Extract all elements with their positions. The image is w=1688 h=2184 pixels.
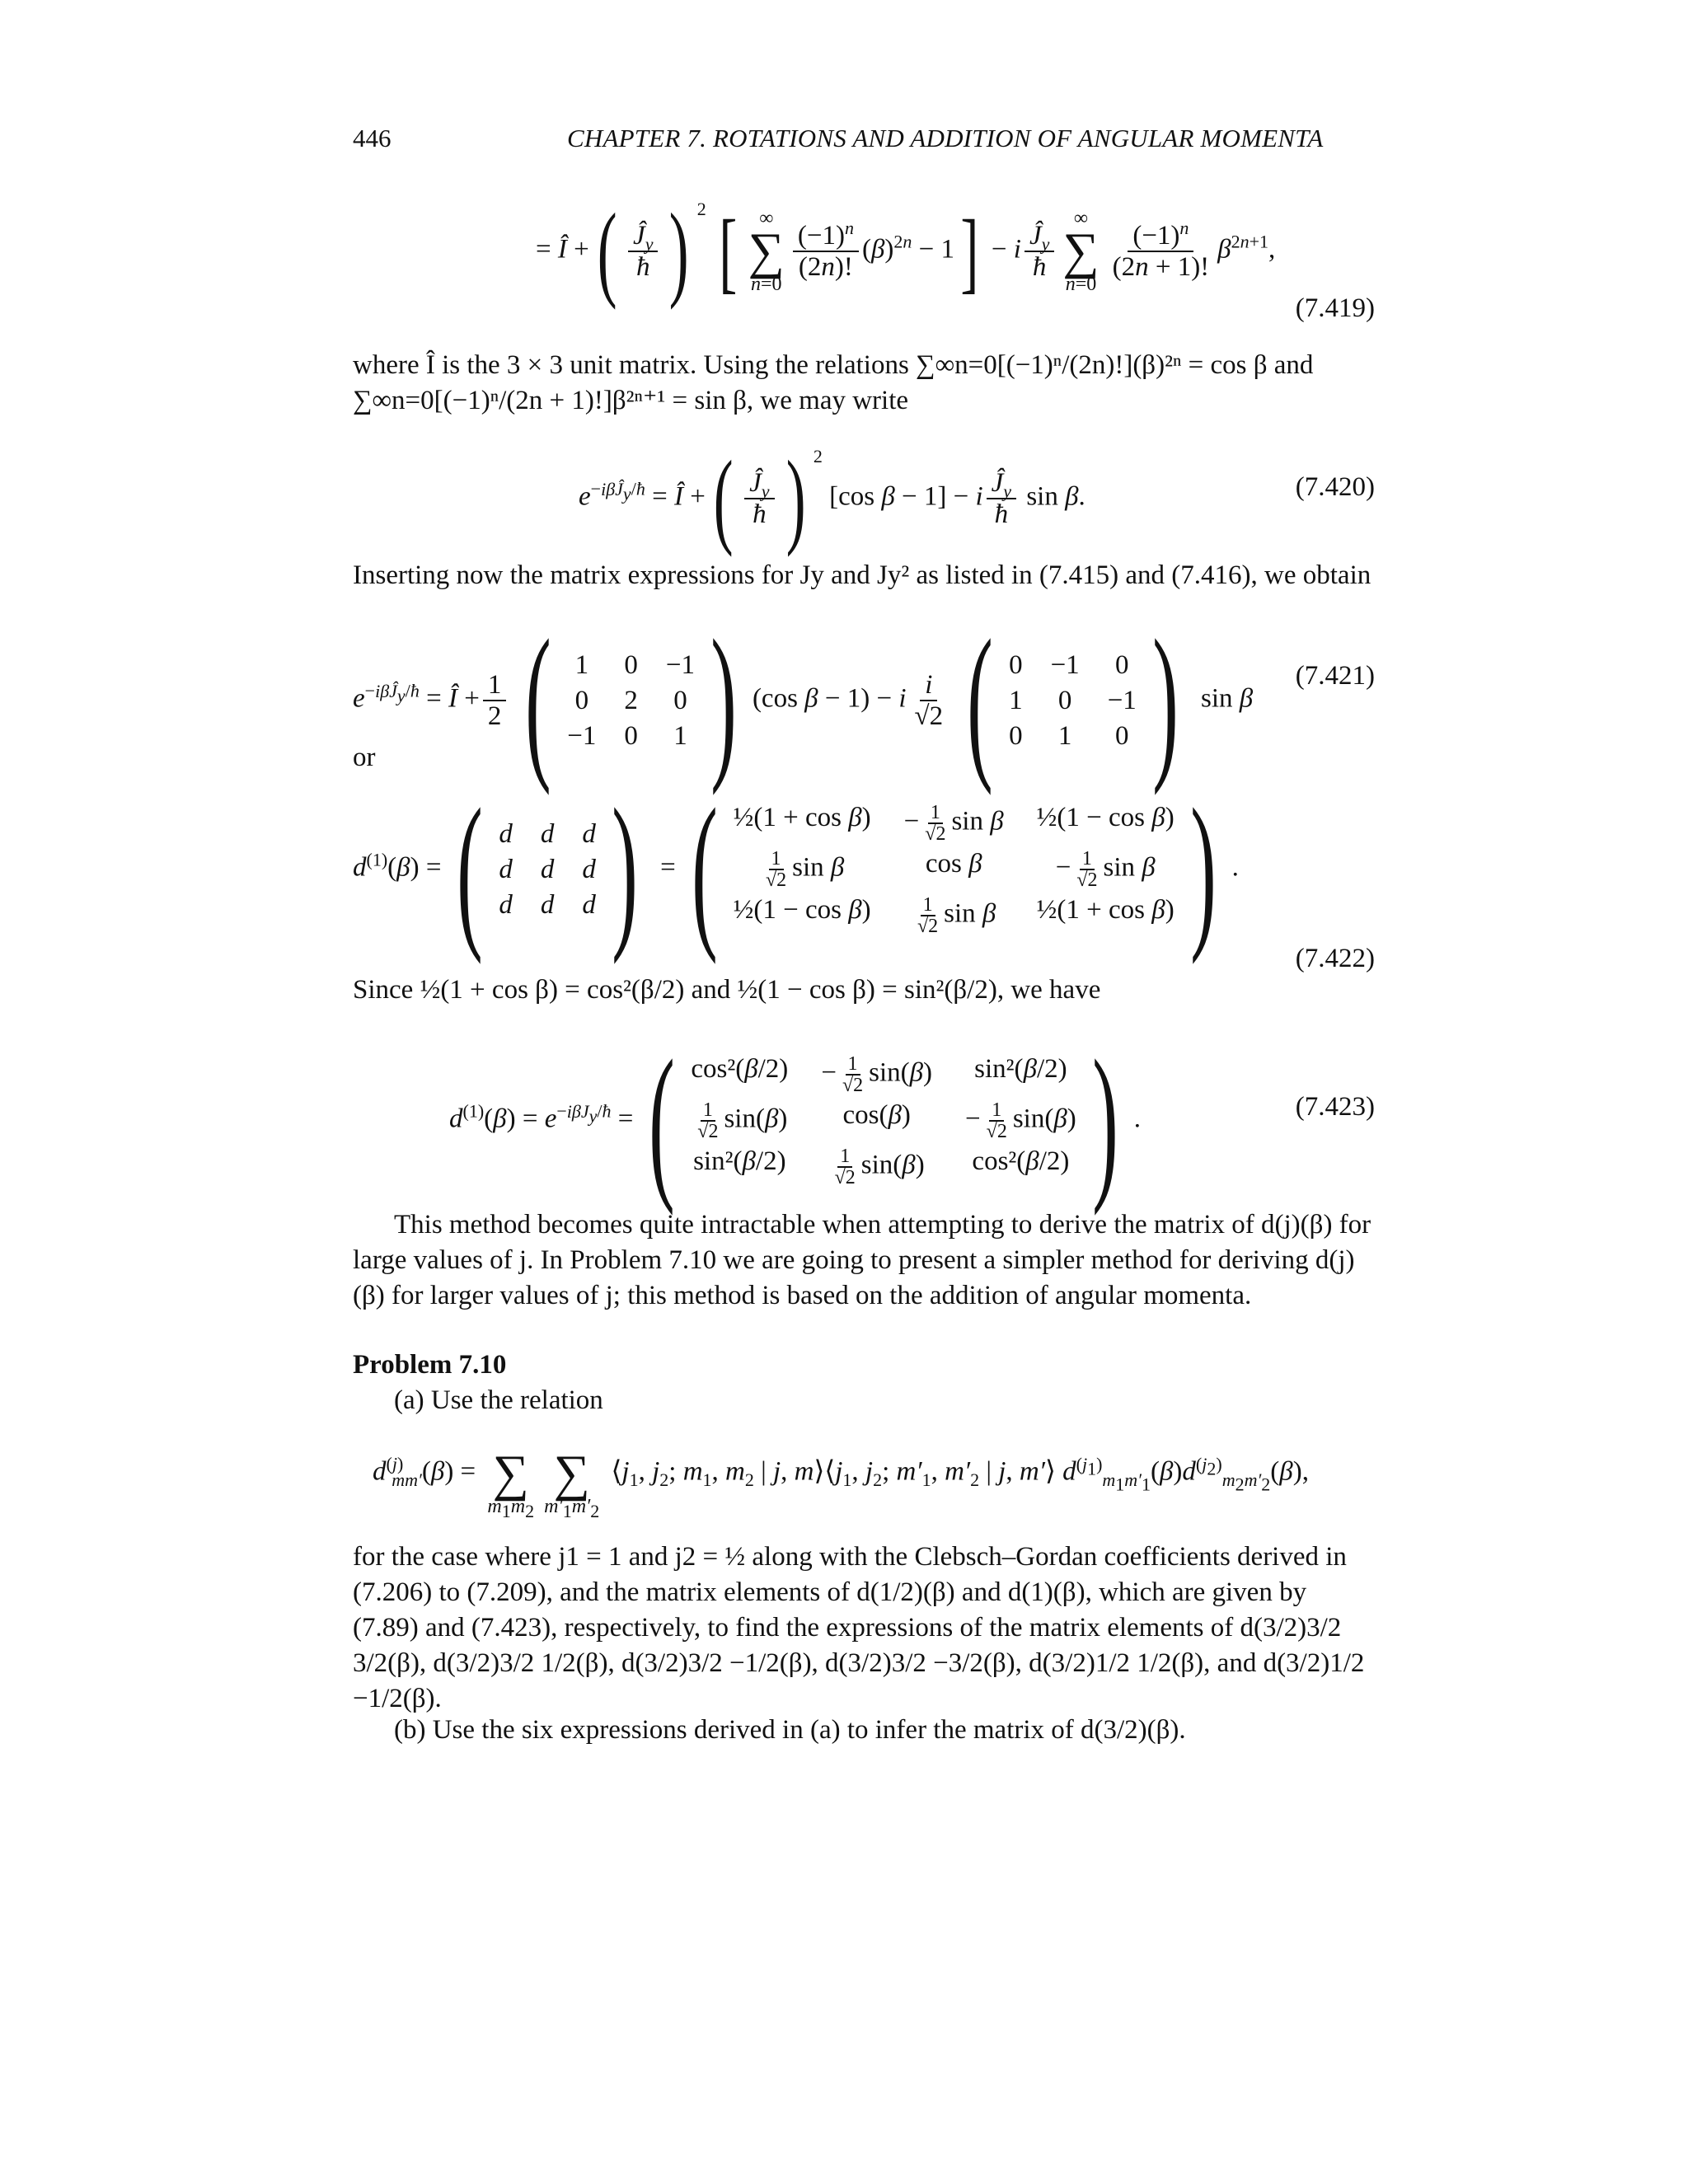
problem-part-b: (b) Use the six expressions derived in (a) to infer the matrix of d(3/2)(β).	[394, 1715, 1186, 1745]
problem-part-a: (a) Use the relation	[394, 1385, 603, 1415]
word-or: or	[353, 743, 376, 772]
paragraph-method: This method becomes quite intractable when attempting to derive the matrix of d(j)(β) for large values of j. In Problem 7.10 we are going to present a simpler method for deriving d(j)(β) for larger values of j; this method is based on the addition of angular momenta.	[353, 1210, 1372, 1310]
equation-7-423: $d^{(1)}(\beta) = e^{-i\beta J_y/ħ}$ =( cos²(β/2) − $\frac{1}{√2}$ sin(β) sin²(β/2) $\frac{1}{√2}$ sin(β) cos(β) − $\frac{1}{√2}$ sin(β) sin²(β/2) $\frac{1}{√2}$ sin(β) cos²(β/2) ) .	[449, 1025, 1141, 1216]
relation-equation: $d^{(j)}_{mm'}(\beta)$ = ∑ $m_1m_2$ ∑ $m'_1m'_2$ $⟨j_1$, $j_2$; $m_1$, $m_2$ | j, $m⟩⟨j_1$, $j_2$; $m'_1$, $m'_2$ | j, m′⟩ $d^{(j_1)}_{m_1m'_1}(\beta)d^{(j_2)}_{m_2m'_2}(\beta)$,	[373, 1446, 1309, 1521]
equation-7-419: = Î +( $\frac{Ĵ_y}{ħ}$ ) $^2$ [ ∞ ∑ n=0 $\frac{(-1)^n}{(2n)!}$ $(\beta)^{2n} - 1] - i$ $\frac{Ĵ_y}{ħ}$ ∞ ∑ n=0 $\frac{(-1)^n}{(2n + 1)!}$ $\beta^{2n+1}$,	[536, 192, 1276, 311]
equation-7-421: $e^{-i\beta Ĵ_y/ħ}$ = Î + $\frac{1}{2}$ ( 1 0 −1 0 2 0 −1 0 1 ) (cos β − 1) − i $\frac{i}{√2}$ ( 0 −1 0 1 0 −1 0 1 0 ) sin β	[353, 605, 1254, 796]
paragraph-where: where Î is the 3 × 3 unit matrix. Using the relations ∑∞n=0[(−1)ⁿ/(2n)!](β)²ⁿ = cos β and ∑∞n=0[(−1)ⁿ/(2n + 1)!]β²ⁿ⁺¹ = sin β, we may write	[353, 350, 1314, 415]
equation-number: (7.422)	[1295, 944, 1375, 973]
paragraph-inserting: Inserting now the matrix expressions for Jy and Jy² as listed in (7.415) and (7.416), we obtain	[353, 560, 1372, 590]
page-number: 446	[353, 124, 392, 152]
equation-number: (7.419)	[1295, 293, 1375, 323]
running-header: CHAPTER 7. ROTATIONS AND ADDITION OF ANGULAR MOMENTA	[567, 124, 1324, 152]
equation-7-422: $d^{(1)}(\beta)$ =( d d d d d d d d d ) =( ½(1 + cos β) − $\frac{1}{√2}$ sin β ½(1 − cos β) $\frac{1}{√2}$ sin β cos β − $\frac{1}{√2}$ sin β ½(1 − cos β) $\frac{1}{√2}$ sin β ½(1 + cos β) ) .	[353, 774, 1239, 965]
paragraph-case: for the case where j1 = 1 and j2 = ½ along with the Clebsch–Gordan coefficients derived in (7.206) to (7.209), and the matrix elements of d(1/2)(β) and d(1)(β), which are given by (7.89) and (7.423), respectively, to find the expressions of the matrix elements of d(3/2)3/2 3/2(β), d(3/2)3/2 1/2(β), d(3/2)3/2 −1/2(β), d(3/2)3/2 −3/2(β), d(3/2)1/2 1/2(β), and d(3/2)1/2 −1/2(β).	[353, 1542, 1365, 1713]
equation-number: (7.421)	[1295, 661, 1375, 691]
problem-heading: Problem 7.10	[353, 1350, 507, 1380]
paragraph-since: Since ½(1 + cos β) = cos²(β/2) and ½(1 − cos β) = sin²(β/2), we have	[353, 975, 1101, 1005]
equation-7-420: $e^{-i\beta Ĵ_y/ħ}$ = Î +( $\frac{Ĵ_y}{ħ}$ ) $^2$ [cos β − 1] − i $\frac{Ĵ_y}{ħ}$ sin β.	[579, 439, 1085, 558]
equation-number: (7.420)	[1295, 472, 1375, 502]
equation-number: (7.423)	[1295, 1092, 1375, 1122]
